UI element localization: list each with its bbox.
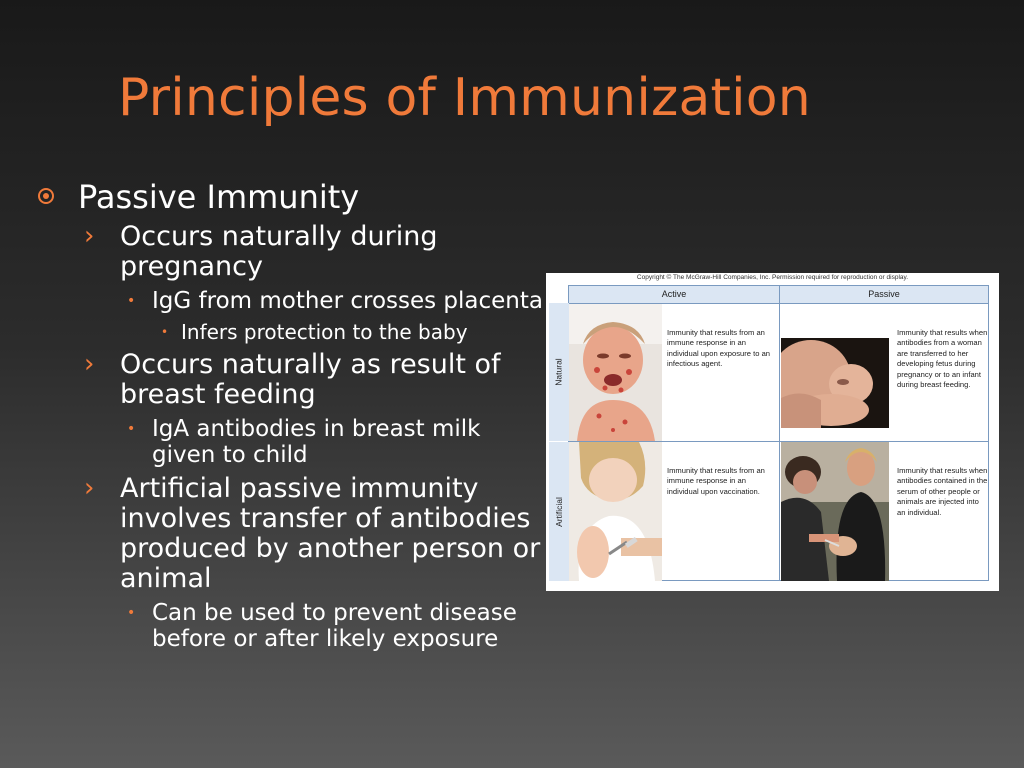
caption-natural-passive: Immunity that results when antibodies from a woman are transferred to her developing fetus during pregnancy or to an infant during breast feeding. (897, 328, 988, 390)
bullet-breast-feeding (34, 350, 544, 410)
chevron-bullet-icon: › (84, 473, 95, 503)
chevron-bullet-icon: › (84, 349, 95, 379)
circle-bullet-icon (38, 188, 54, 204)
bullet-passive-immunity (34, 178, 544, 216)
chevron-bullet-icon: › (84, 221, 95, 251)
bullet-igg (34, 288, 544, 314)
bullet-text: Passive Immunity (78, 178, 360, 216)
caption-artificial-active: Immunity that results from an immune response in an individual upon vaccination. (667, 466, 765, 496)
bullet-infers (34, 320, 544, 344)
bullet-text: Occurs naturally during pregnancy (120, 221, 438, 282)
slide-title: Principles of Immunization (118, 68, 811, 128)
bullet-pregnancy (34, 222, 544, 282)
bullet-text: IgA antibodies in breast milk given to child (152, 416, 481, 468)
row-header-artificial (549, 442, 569, 581)
bullet-list (34, 178, 544, 652)
grid-divider (779, 286, 780, 580)
breastfeeding-photo (781, 338, 889, 428)
dot-bullet-icon: • (127, 605, 136, 621)
row-label: Natural (554, 358, 564, 386)
bullet-text: Can be used to prevent disease before or after likely exposure (152, 600, 517, 652)
bullet-text: Artificial passive immunity involves transfer of antibodies produced by another person or animal (120, 473, 541, 594)
row-label: Artificial (554, 496, 565, 527)
dot-bullet-icon: • (127, 421, 136, 437)
bullet-text: Occurs naturally as result of breast feeding (120, 349, 501, 410)
caption-natural-active: Immunity that results from an immune response in an individual upon exposure to an infectious agent. (667, 328, 771, 369)
vaccination-child-photo (569, 442, 662, 581)
dot-bullet-icon: • (127, 293, 136, 309)
bullet-iga (34, 416, 544, 468)
copyright-notice: Copyright © The McGraw-Hill Companies, Inc. Permission required for reproduction or display. (636, 274, 909, 281)
bullet-artificial (34, 474, 544, 594)
column-header-active: Active (569, 286, 779, 304)
caption-artificial-passive: Immunity that results when antibodies contained in the serum of other people or animals are injected into an individual. (897, 466, 988, 517)
crying-child-photo (569, 304, 662, 441)
immunity-grid (554, 285, 989, 581)
immunity-types-figure (546, 273, 999, 591)
bullet-prevent (34, 600, 544, 652)
row-header-natural (549, 303, 569, 441)
column-header-passive: Passive (780, 286, 988, 304)
injection-adult-photo (781, 442, 889, 581)
bullet-text: IgG from mother crosses placenta (152, 288, 543, 314)
bullet-text: Infers protection to the baby (181, 320, 468, 344)
dot-bullet-icon: • (161, 325, 169, 339)
